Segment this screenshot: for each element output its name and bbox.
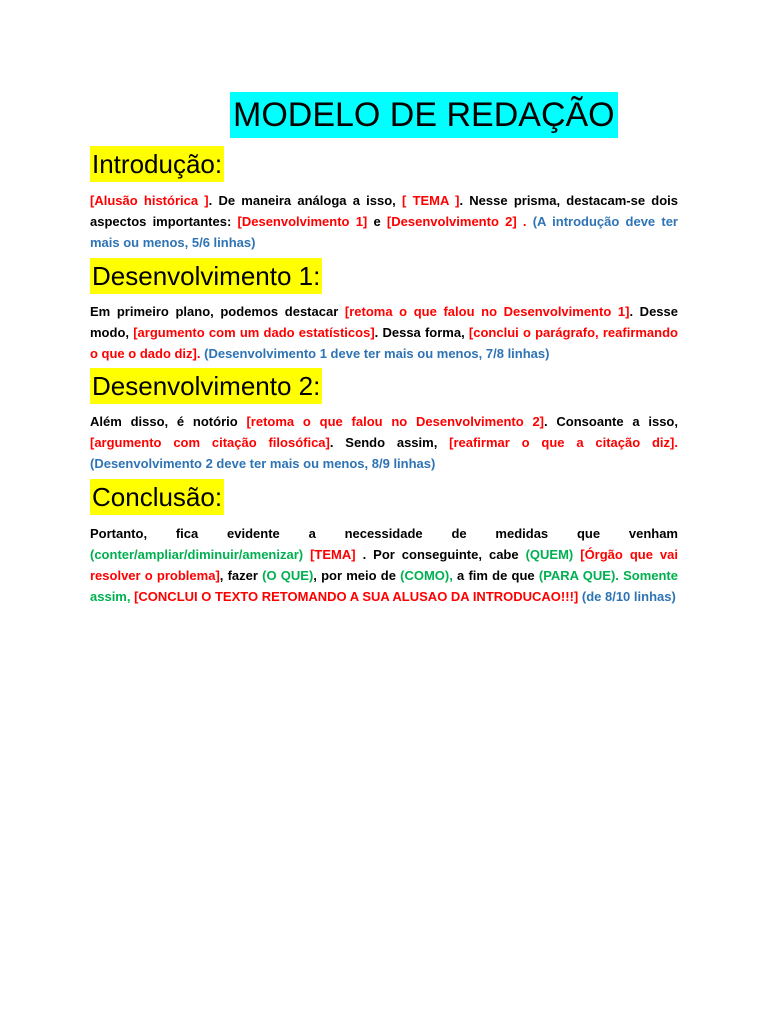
text-segment: , fazer: [219, 568, 263, 583]
placeholder-retoma: [retoma o que falou no Desenvolvimento 2]: [246, 414, 545, 429]
heading-introducao: Introdução:: [90, 146, 224, 182]
placeholder-desenvolvimento-2: [Desenvolvimento 2]: [386, 214, 517, 229]
placeholder-conclui-texto: [CONCLUI O TEXTO RETOMANDO A SUA ALUSAO DA INTRODUCAO!!!]: [134, 589, 579, 604]
placeholder-conclui: [conclui o parágrafo, reafirmando o que o dado diz]: [90, 325, 678, 361]
text-segment: . Nesse prisma, destacam-se dois aspectos importantes:: [90, 193, 678, 229]
text-segment: . Por conseguinte, cabe: [355, 547, 526, 562]
connector-como: (COMO),: [400, 568, 453, 583]
text-segment: .: [196, 346, 205, 361]
text-segment: e: [367, 214, 387, 229]
heading-desenvolvimento-1: Desenvolvimento 1:: [90, 258, 322, 294]
guidance-note: (Desenvolvimento 1 deve ter mais ou menos, 7/8 linhas): [204, 346, 550, 361]
placeholder-argumento: [argumento com um dado estatísticos]: [133, 325, 375, 340]
placeholder-orgao: [Órgão que vai resolver o problema]: [90, 547, 678, 583]
placeholder-desenvolvimento-1: [Desenvolvimento 1]: [237, 214, 368, 229]
placeholder-argumento: [argumento com citação filosófica]: [90, 435, 330, 450]
guidance-note: (de 8/10 linhas): [581, 589, 676, 604]
text-segment: a fim de que: [452, 568, 539, 583]
text-segment: . Dessa forma,: [374, 325, 469, 340]
text-segment: Em primeiro plano, podemos destacar: [90, 304, 345, 319]
paragraph-desenvolvimento-2: [90, 411, 678, 474]
text-segment: .: [516, 214, 533, 229]
text-segment: .: [674, 435, 678, 450]
connector-verbs: (conter/ampliar/diminuir/amenizar): [90, 547, 304, 562]
heading-desenvolvimento-2: Desenvolvimento 2:: [90, 368, 322, 404]
placeholder-reafirmar: [reafirmar o que a citação diz]: [449, 435, 675, 450]
text-segment: . De maneira análoga a isso,: [208, 193, 403, 208]
guidance-note: (Desenvolvimento 2 deve ter mais ou menos, 8/9 linhas): [90, 456, 436, 471]
page-title: MODELO DE REDAÇÃO: [230, 92, 618, 138]
text-segment: Portanto, fica evidente a necessidade de medidas que venham: [90, 526, 678, 541]
placeholder-alusao: [Alusão histórica ]: [90, 193, 209, 208]
connector-o-que: (O QUE): [262, 568, 314, 583]
connector-para-que: (PARA QUE): [538, 568, 616, 583]
heading-conclusao: Conclusão:: [90, 479, 224, 515]
text-segment: . Consoante a isso,: [544, 414, 678, 429]
paragraph-desenvolvimento-1: [90, 301, 678, 364]
placeholder-tema: [TEMA]: [310, 547, 356, 562]
guidance-note: (A introdução deve ter mais ou menos, 5/6 linhas): [90, 214, 678, 250]
placeholder-tema: [ TEMA ]: [402, 193, 460, 208]
text-segment: . Sendo assim,: [329, 435, 450, 450]
paragraph-introducao: [90, 190, 678, 253]
text-segment: . Desse modo,: [90, 304, 678, 340]
placeholder-retoma: [retoma o que falou no Desenvolvimento 1]: [344, 304, 630, 319]
text-segment: Além disso, é notório: [90, 414, 247, 429]
connector-somente-assim: . Somente assim,: [90, 568, 678, 604]
text-segment: , por meio de: [313, 568, 401, 583]
connector-quem: (QUEM): [525, 547, 574, 562]
paragraph-conclusao: [90, 523, 678, 607]
